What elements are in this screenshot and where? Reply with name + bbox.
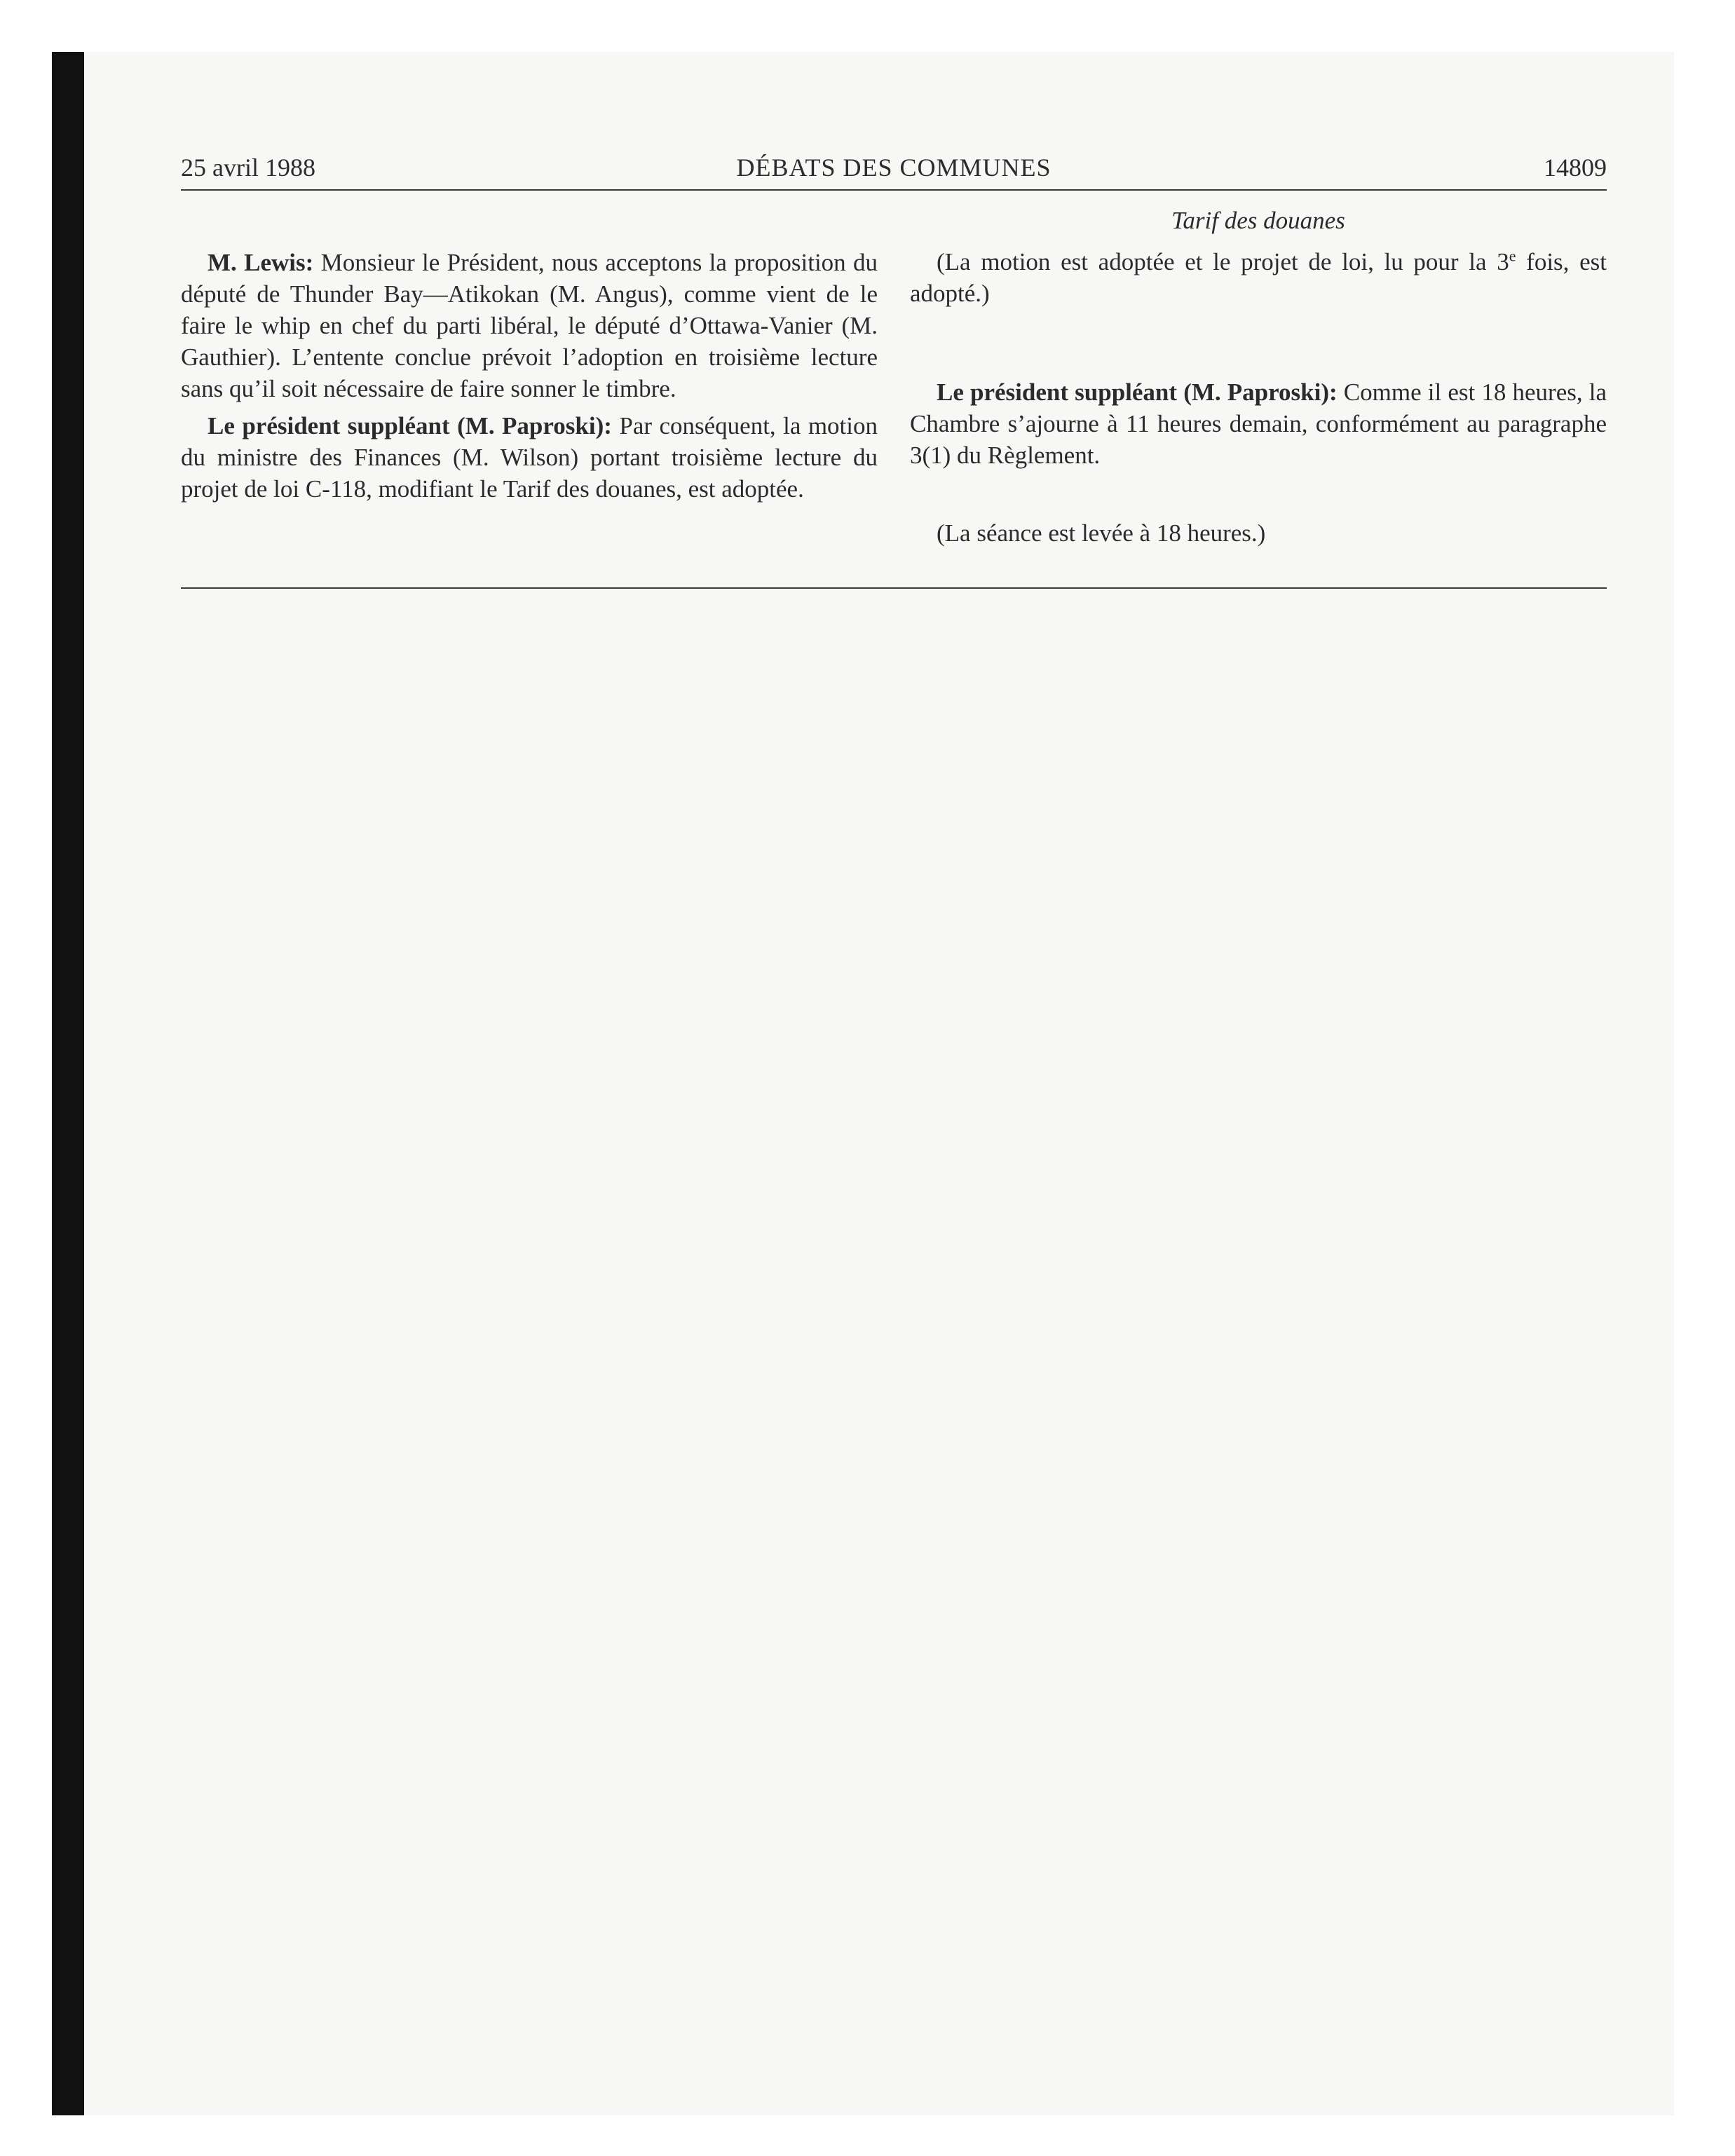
left-column	[181, 205, 878, 505]
bottom-rule	[181, 587, 1607, 589]
speaker-riding: (M. Paproski):	[1177, 378, 1338, 406]
speaker-name: Le président suppléant	[937, 378, 1178, 406]
header-page-number: 14809	[1544, 153, 1607, 182]
binding-edge	[52, 52, 84, 2115]
motion-text-end: fois, est adopté.)	[910, 248, 1607, 307]
speaker-name: M. Lewis:	[207, 249, 314, 276]
speaker-riding: (M. Paproski):	[449, 412, 612, 439]
speech-lewis	[181, 247, 878, 404]
speech-text: Par conséquent, la motion du ministre des Finances (M. Wilson) portant troisième lecture du projet de loi C-118, modifiant le Tarif des douanes, est adoptée.	[181, 412, 878, 503]
ordinal-suffix: e	[1509, 247, 1516, 265]
motion-adopted-note	[910, 246, 1607, 309]
speech-adjournment	[910, 376, 1607, 471]
header-date: 25 avril 1988	[181, 153, 315, 182]
adjournment-note: (La séance est levée à 18 heures.)	[937, 519, 1266, 547]
motion-text: (La motion est adoptée et le projet de loi, lu pour la 3	[937, 248, 1509, 275]
speech-acting-speaker	[181, 410, 878, 505]
speech-text: Monsieur le Président, nous acceptons la proposition du député de Thunder Bay—Atikokan (M. Angus), comme vient de le faire le whip en chef du parti libéral, le député d’Ottawa-Vanier (M. Gauthier). L’entente conclue prévoit l’adoption en troisième lecture sans qu’il soit nécessaire de faire sonner le timbre.	[181, 249, 878, 402]
header-title: DÉBATS DES COMMUNES	[736, 153, 1052, 182]
right-column	[910, 205, 1607, 549]
running-header	[181, 153, 1607, 191]
section-title: Tarif des douanes	[1171, 207, 1345, 234]
speaker-name: Le président suppléant	[207, 412, 450, 439]
speech-text: Comme il est 18 heures, la Chambre s’ajourne à 11 heures demain, conformément au paragraphe 3(1) du Règlement.	[910, 378, 1607, 469]
